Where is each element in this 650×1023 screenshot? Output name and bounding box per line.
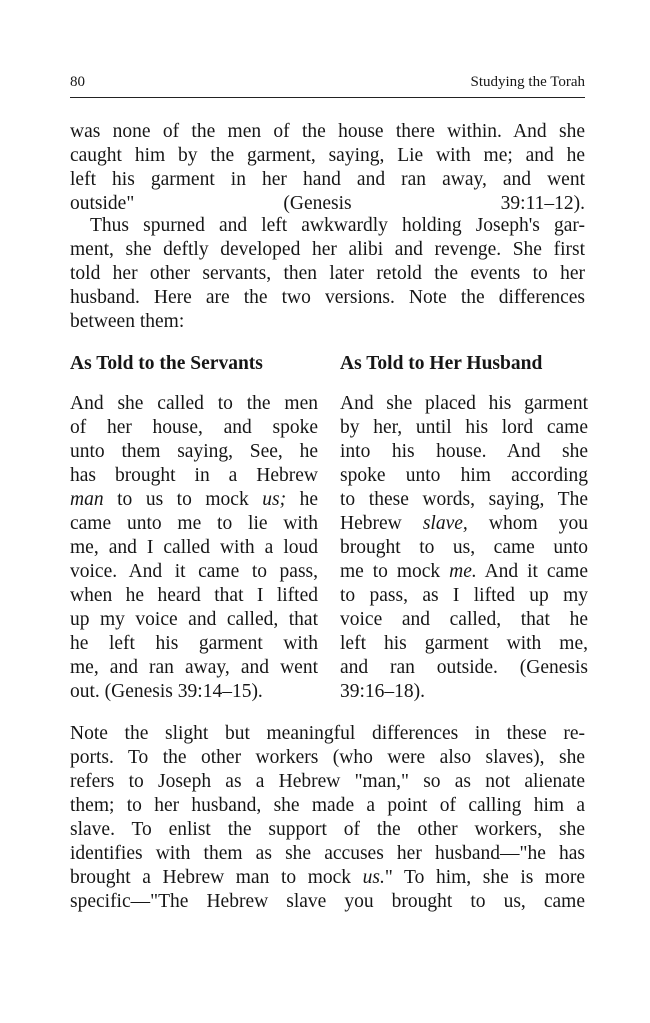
text-line: specific—"The Hebrew slave you brought to us, came [70, 891, 585, 912]
right-column-heading: As Told to Her Husband [340, 353, 543, 374]
text-line: them; to her husband, she made a point of calling him a [70, 795, 585, 816]
text-line: spoke unto him according [340, 465, 588, 486]
text-line: has brought in a Hebrew [70, 465, 318, 486]
text-line: ports. To the other workers (who were also slaves), she [70, 747, 585, 768]
text-line: Thus spurned and left awkwardly holding Joseph's gar- [90, 215, 585, 236]
text-line: came unto me to lie with [70, 513, 318, 534]
text-line: And she called to the men [70, 393, 318, 414]
text-segment: " To him, she is more [384, 867, 585, 888]
left-column-heading: As Told to the Servants [70, 353, 263, 374]
text-line: voice and called, that he [340, 609, 588, 630]
text-line [70, 488, 318, 512]
text-line: to pass, as I lifted up my [340, 585, 588, 606]
text-line [340, 560, 588, 584]
text-line: when he heard that I lifted [70, 585, 318, 606]
text-segment: whom you [467, 513, 588, 534]
analysis-paragraph [70, 722, 585, 914]
running-title: Studying the Torah [470, 74, 585, 90]
text-line: identifies with them as she accuses her husband—"he has [70, 843, 585, 864]
text-line: left his garment with me, [340, 633, 588, 654]
text-line: unto them saying, See, he [70, 441, 318, 462]
text-line: out. (Genesis 39:14–15). [70, 681, 263, 702]
text-segment: to us to mock [103, 489, 263, 510]
text-segment: he [286, 489, 319, 510]
text-line: told her other servants, then later retold the events to her [70, 263, 585, 284]
text-line: between them: [70, 311, 185, 332]
page-number: 80 [70, 74, 85, 90]
text-line: husband. Here are the two versions. Note the differences [70, 287, 585, 308]
text-line: voice. And it came to pass, [70, 561, 318, 582]
italic-emphasis: me. [449, 561, 477, 582]
text-line: refers to Joseph as a Hebrew "man," so as not alienate [70, 771, 585, 792]
italic-emphasis: slave, [422, 513, 468, 534]
text-line: Note the slight but meaningful differences in these re- [70, 723, 585, 744]
intro-paragraph [70, 120, 585, 216]
husband-version-text [340, 392, 588, 704]
text-segment: brought a Hebrew man to mock [70, 867, 363, 888]
text-line: and ran outside. (Genesis [340, 657, 588, 678]
text-line: And she placed his garment [340, 393, 588, 414]
text-line: outside" (Genesis 39:11–12). [70, 193, 585, 214]
servants-version-text [70, 392, 318, 704]
text-line: of her house, and spoke [70, 417, 318, 438]
text-segment: Hebrew [340, 513, 423, 534]
italic-emphasis: man [70, 489, 104, 510]
text-line: was none of the men of the house there within. And she [70, 121, 585, 142]
text-line: brought to us, came unto [340, 537, 588, 558]
text-line: up my voice and called, that [70, 609, 318, 630]
text-line: to these words, saying, The [340, 489, 588, 510]
text-line [340, 512, 588, 536]
italic-emphasis: us; [262, 489, 287, 510]
text-line: ment, she deftly developed her alibi and revenge. She first [70, 239, 585, 260]
text-line: slave. To enlist the support of the other workers, she [70, 819, 585, 840]
text-line: me, and ran away, and went [70, 657, 318, 678]
text-line: 39:16–18). [340, 681, 426, 702]
text-line: me, and I called with a loud [70, 537, 318, 558]
text-line: into his house. And she [340, 441, 588, 462]
page-header [70, 71, 585, 98]
text-line: by her, until his lord came [340, 417, 588, 438]
text-segment: me to mock [340, 561, 450, 582]
text-segment: And it came [476, 561, 588, 582]
versions-paragraph [70, 214, 585, 334]
text-line: he left his garment with [70, 633, 318, 654]
text-line: caught him by the garment, saying, Lie with me; and he [70, 145, 585, 166]
text-line: left his garment in her hand and ran away, and went [70, 169, 585, 190]
text-line [70, 866, 585, 890]
italic-emphasis: us. [362, 867, 385, 888]
